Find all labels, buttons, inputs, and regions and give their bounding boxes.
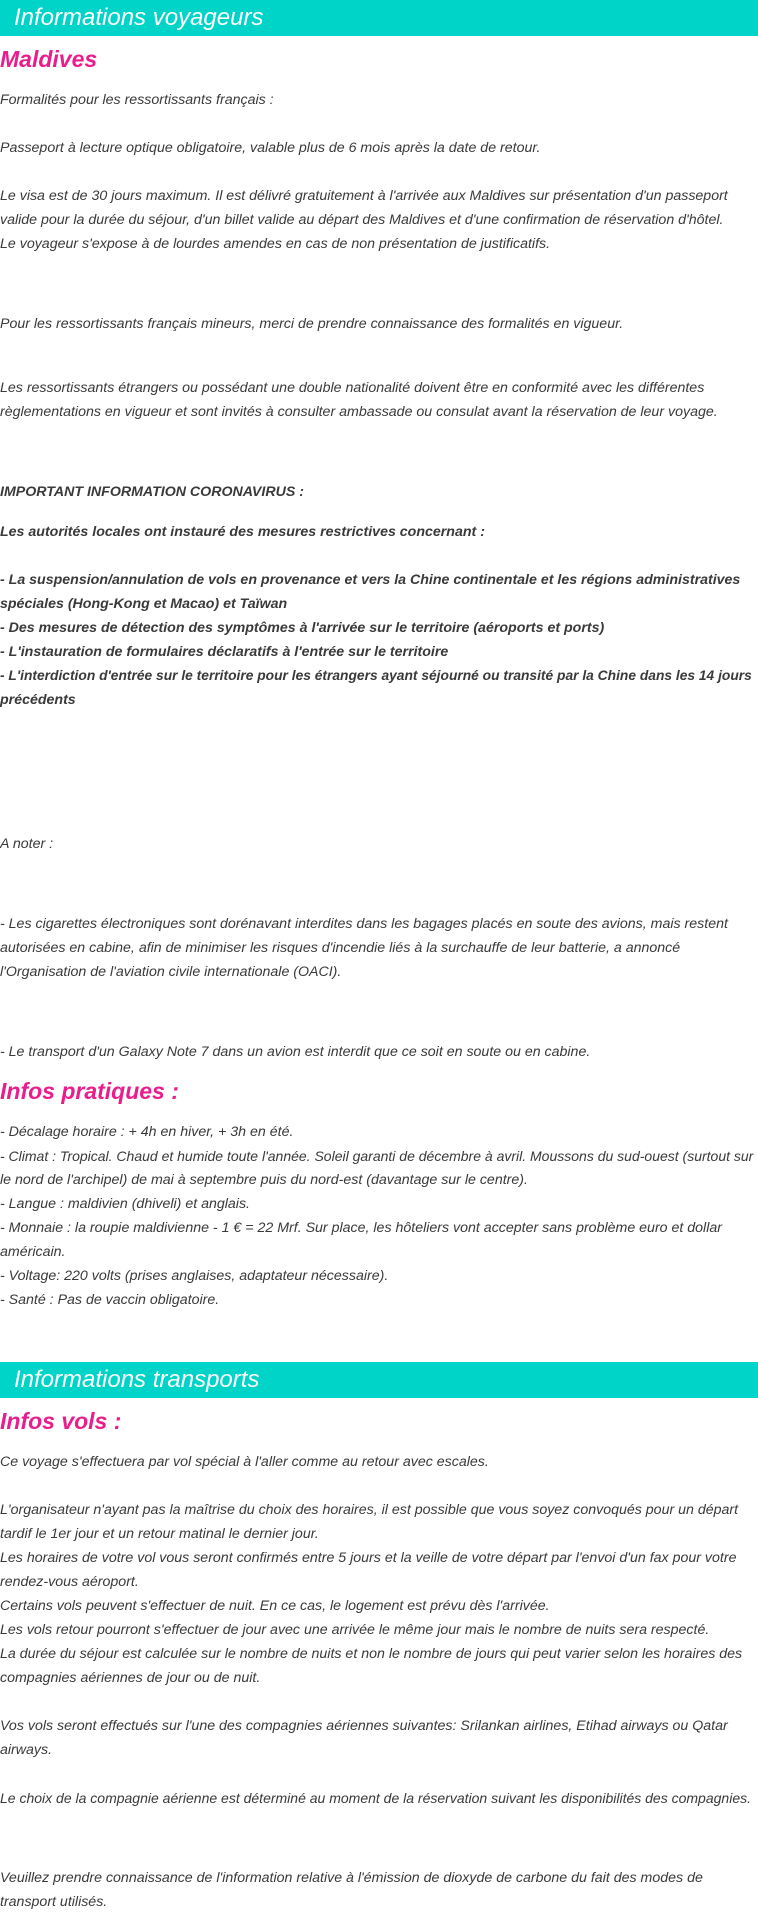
cigarettes-line-2: autorisées en cabine, afin de minimiser les risques d'incendie liés à la surchauffe de leur batterie, a annoncé bbox=[0, 940, 681, 956]
corona-item-2: - Des mesures de détection des symptômes à l'arrivée sur le territoire (aéroports et ports) bbox=[0, 620, 605, 636]
visa-line-2: valide pour la durée du séjour, d'un billet valide au départ des Maldives et d'une confirmation de réservation d'hôtel. bbox=[0, 212, 724, 228]
organisateur-line-1: L'organisateur n'ayant pas la maîtrise du choix des horaires, il est possible que vous soyez convoqués pour un départ bbox=[0, 1502, 739, 1518]
corona-item-1b: spéciales (Hong-Kong et Macao) et Taïwan bbox=[0, 596, 288, 612]
noter-label: A noter : bbox=[0, 836, 54, 852]
corona-item-4b: précédents bbox=[0, 692, 76, 708]
co2-line-1: Veuillez prendre connaissance de l'information relative à l'émission de dioxyde de carbone du fait des modes de bbox=[0, 1870, 703, 1886]
vols-retour-text: Les vols retour pourront s'effectuer de jour avec une arrivée le même jour mais le nombre de nuits sera respecté. bbox=[0, 1622, 710, 1638]
langue-text: - Langue : maldivien (dhiveli) et anglais. bbox=[0, 1196, 250, 1212]
horaires-line-1: Les horaires de votre vol vous seront confirmés entre 5 jours et la veille de votre départ par l'envoi d'un fax pour votre bbox=[0, 1550, 737, 1566]
horaires-line-2: rendez-vous aéroport. bbox=[0, 1574, 139, 1590]
climat-line-2: le nord de l'archipel) de mai à septembre puis du nord-est (davantage sur le centre). bbox=[0, 1172, 528, 1188]
corona-item-1a: - La suspension/annulation de vols en provenance et vers la Chine continentale et les régions administratives bbox=[0, 572, 741, 588]
etrangers-line-1: Les ressortissants étrangers ou possédant une double nationalité doivent être en conformité avec les différentes bbox=[0, 380, 705, 396]
corona-title: IMPORTANT INFORMATION CORONAVIRUS : bbox=[0, 484, 304, 500]
decalage-text: - Décalage horaire : + 4h en hiver, + 3h en été. bbox=[0, 1124, 294, 1140]
compagnies-line-2: airways. bbox=[0, 1742, 53, 1758]
cigarettes-line-3: l'Organisation de l'aviation civile internationale (OACI). bbox=[0, 964, 342, 980]
section-banner-voyageurs: Informations voyageurs bbox=[0, 0, 758, 36]
monnaie-line-1: - Monnaie : la roupie maldivienne - 1 € = 22 Mrf. Sur place, les hôteliers vont accepter sans problème euro et dollar bbox=[0, 1220, 722, 1236]
infos-vols-title: Infos vols : bbox=[0, 1408, 122, 1434]
organisateur-line-2: tardif le 1er jour et un retour matinal le dernier jour. bbox=[0, 1526, 319, 1542]
visa-line-1: Le visa est de 30 jours maximum. Il est délivré gratuitement à l'arrivée aux Maldives sur présentation d'un passeport bbox=[0, 188, 728, 204]
etrangers-line-2: règlementations en vigueur et sont invités à consulter ambassade ou consulat avant la réservation de leur voyage. bbox=[0, 404, 718, 420]
section-banner-transports: Informations transports bbox=[0, 1362, 758, 1398]
duree-line-2: compagnies aériennes de jour ou de nuit. bbox=[0, 1670, 261, 1686]
co2-line-2: transport utilisés. bbox=[0, 1894, 108, 1910]
passeport-text: Passeport à lecture optique obligatoire, valable plus de 6 mois après la date de retour. bbox=[0, 140, 541, 156]
duree-line-1: La durée du séjour est calculée sur le nombre de nuits et non le nombre de jours qui peut varier selon les horaires des bbox=[0, 1646, 743, 1662]
voltage-text: - Voltage: 220 volts (prises anglaises, adaptateur nécessaire). bbox=[0, 1268, 389, 1284]
monnaie-line-2: américain. bbox=[0, 1244, 66, 1260]
sante-text: - Santé : Pas de vaccin obligatoire. bbox=[0, 1292, 220, 1308]
choix-compagnie-text: Le choix de la compagnie aérienne est déterminé au moment de la réservation suivant les disponibilités des compagnies. bbox=[0, 1790, 751, 1806]
infos-pratiques-title: Infos pratiques : bbox=[0, 1078, 179, 1104]
vol-special-text: Ce voyage s'effectuera par vol spécial à l'aller comme au retour avec escales. bbox=[0, 1454, 489, 1470]
destination-title: Maldives bbox=[0, 46, 98, 72]
compagnies-line-1: Vos vols seront effectués sur l'une des compagnies aériennes suivantes: Srilankan airlines, Etihad airways ou Qatar bbox=[0, 1718, 728, 1734]
corona-item-4a: - L'interdiction d'entrée sur le territoire pour les étrangers ayant séjourné ou transité par la Chine dans les 14 jours bbox=[0, 668, 752, 683]
cigarettes-line-1: - Les cigarettes électroniques sont dorénavant interdites dans les bagages placés en soute des avions, mais restent bbox=[0, 916, 728, 932]
corona-intro: Les autorités locales ont instauré des mesures restrictives concernant : bbox=[0, 524, 485, 540]
vols-nuit-text: Certains vols peuvent s'effectuer de nuit. En ce cas, le logement est prévu dès l'arrivée. bbox=[0, 1598, 550, 1614]
corona-item-3: - L'instauration de formulaires déclaratifs à l'entrée sur le territoire bbox=[0, 644, 449, 660]
visa-line-3: Le voyageur s'expose à de lourdes amendes en cas de non présentation de justificatifs. bbox=[0, 236, 551, 252]
galaxy-text: - Le transport d'un Galaxy Note 7 dans un avion est interdit que ce soit en soute ou en cabine. bbox=[0, 1044, 591, 1060]
formalites-intro: Formalités pour les ressortissants français : bbox=[0, 92, 274, 108]
climat-line-1: - Climat : Tropical. Chaud et humide toute l'année. Soleil garanti de décembre à avril. Moussons du sud-ouest (surtout sur bbox=[0, 1148, 754, 1164]
mineurs-text: Pour les ressortissants français mineurs, merci de prendre connaissance des formalités en vigueur. bbox=[0, 316, 624, 332]
